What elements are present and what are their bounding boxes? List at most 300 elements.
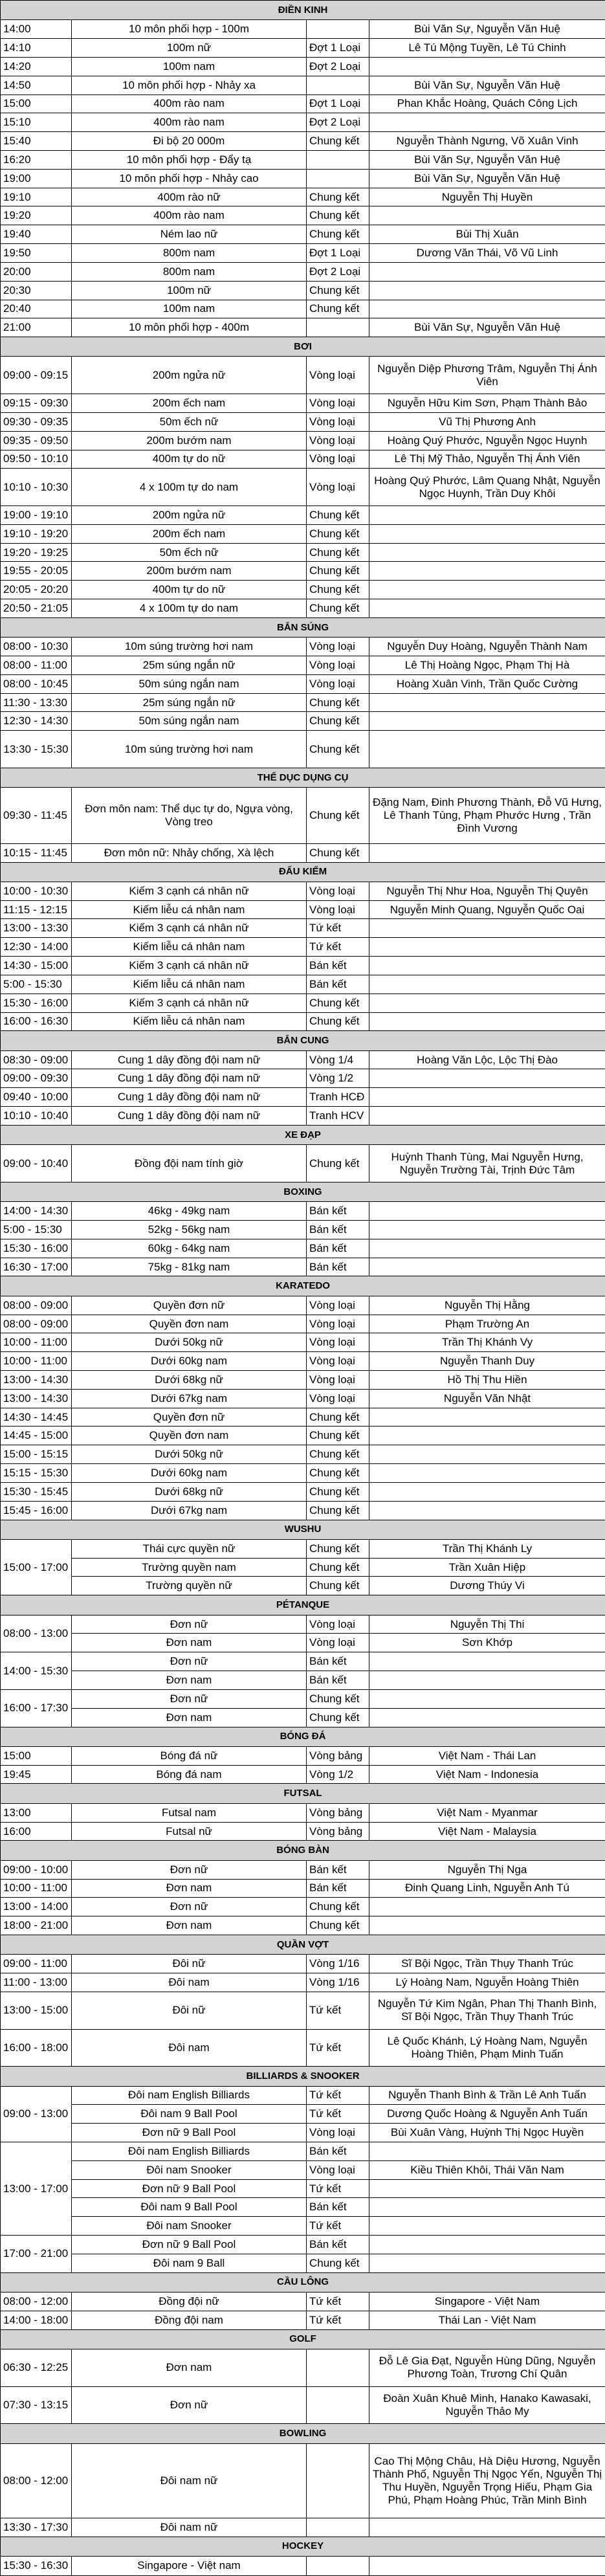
schedule-row <box>1 469 605 506</box>
athletes-cell: Dương Thúy Vi <box>369 1577 605 1595</box>
round-cell: Chung kết <box>307 206 369 225</box>
event-cell: 75kg - 81kg nam <box>72 1258 307 1276</box>
schedule-row <box>1 318 605 337</box>
event-cell: 60kg - 64kg nam <box>72 1239 307 1258</box>
time-cell: 09:00 - 09:30 <box>1 1069 72 1088</box>
schedule-row <box>1 1107 605 1126</box>
schedule-row <box>1 1427 605 1445</box>
round-cell: Chung kết <box>307 599 369 618</box>
event-cell: Kiếm liễu cá nhân nam <box>72 938 307 957</box>
athletes-cell <box>369 1202 605 1221</box>
athletes-cell: Hoàng Quý Phước, Nguyễn Ngọc Huynh <box>369 431 605 450</box>
event-cell: Đơn nữ 9 Ball Pool <box>72 2179 307 2198</box>
time-cell: 5:00 - 15:30 <box>1 1221 72 1239</box>
event-cell: Kiếm liễu cá nhân nam <box>72 1012 307 1031</box>
athletes-cell: Vũ Thị Phương Anh <box>369 412 605 431</box>
time-cell: 5:00 - 15:30 <box>1 975 72 994</box>
schedule-row <box>1 206 605 225</box>
athletes-cell: Nguyễn Thị Nga <box>369 1860 605 1879</box>
schedule-row <box>1 1050 605 1069</box>
time-cell: 08:00 - 12:00 <box>1 2293 72 2311</box>
schedule-row <box>1 900 605 919</box>
event-cell: Đôi nam English Billiards <box>72 2086 307 2105</box>
schedule-row <box>1 2217 605 2236</box>
event-cell: Dưới 50kg nữ <box>72 1333 307 1352</box>
schedule-row <box>1 281 605 300</box>
round-cell: Vòng bảng <box>307 1822 369 1841</box>
schedule-row <box>1 1898 605 1916</box>
athletes-cell <box>369 919 605 938</box>
section-title: BẮN SÚNG <box>1 617 605 637</box>
round-cell: Chung kết <box>307 693 369 712</box>
round-cell: Chung kết <box>307 1012 369 1031</box>
time-cell: 16:30 - 17:00 <box>1 1258 72 1276</box>
schedule-row <box>1 262 605 281</box>
time-cell: 19:10 - 19:20 <box>1 524 72 543</box>
athletes-cell <box>369 2556 605 2575</box>
round-cell: Vòng loại <box>307 882 369 900</box>
round-cell: Chung kết <box>307 225 369 244</box>
athletes-cell: Nguyễn Diệp Phương Trâm, Nguyễn Thị Ánh Viên <box>369 357 605 394</box>
event-cell: 4 x 100m tự do nam <box>72 599 307 618</box>
section-header <box>1 1841 605 1860</box>
schedule-row <box>1 1746 605 1765</box>
athletes-cell: Nguyễn Thành Ngưng, Võ Xuân Vinh <box>369 132 605 151</box>
time-cell: 13:00 - 14:00 <box>1 1898 72 1916</box>
schedule-row <box>1 2236 605 2254</box>
schedule-row <box>1 693 605 712</box>
event-cell: Cung 1 dây đồng đội nam nữ <box>72 1107 307 1126</box>
athletes-cell: Đỗ Lê Gia Đạt, Nguyễn Hùng Dũng, Nguyễn Phương Toàn, Trương Chí Quân <box>369 2349 605 2386</box>
event-cell: Ném lao nữ <box>72 225 307 244</box>
event-cell: Cung 1 dây đồng đội nam nữ <box>72 1050 307 1069</box>
schedule-row <box>1 524 605 543</box>
event-cell: Đơn nam <box>72 1671 307 1690</box>
event-cell: 200m ếch nam <box>72 394 307 413</box>
schedule-body <box>1 1 605 2576</box>
event-cell: 800m nam <box>72 244 307 263</box>
time-cell: 09:00 - 09:15 <box>1 357 72 394</box>
section-header <box>1 2329 605 2349</box>
time-cell: 06:30 - 12:25 <box>1 2349 72 2386</box>
time-cell: 10:15 - 11:45 <box>1 843 72 862</box>
section-title: GOLF <box>1 2329 605 2349</box>
event-cell: Futsal nữ <box>72 1822 307 1841</box>
schedule-row <box>1 562 605 581</box>
round-cell: Chung kết <box>307 1501 369 1520</box>
event-cell: Kiếm liễu cá nhân nam <box>72 975 307 994</box>
athletes-cell <box>369 1652 605 1671</box>
section-header <box>1 1595 605 1615</box>
round-cell: Đợt 1 Loại <box>307 244 369 263</box>
section-title: HOCKEY <box>1 2537 605 2556</box>
round-cell: Bán kết <box>307 2198 369 2217</box>
event-cell: Đôi nam nữ <box>72 2443 307 2518</box>
event-cell: Kiếm liễu cá nhân nam <box>72 900 307 919</box>
round-cell: Đợt 2 Loại <box>307 262 369 281</box>
event-cell: Đơn môn nam: Thể dục tự do, Ngựa vòng, Vòng treo <box>72 788 307 843</box>
round-cell: Vòng loại <box>307 469 369 506</box>
time-cell: 16:00 - 16:30 <box>1 1012 72 1031</box>
athletes-cell <box>369 300 605 318</box>
section-header <box>1 862 605 882</box>
athletes-cell <box>369 1689 605 1708</box>
event-cell: Đôi nam 9 Ball Pool <box>72 2105 307 2124</box>
section-title: BOXING <box>1 1182 605 1201</box>
round-cell: Vòng 1/2 <box>307 1765 369 1784</box>
schedule-row <box>1 1803 605 1822</box>
section-title: XE ĐẠP <box>1 1125 605 1144</box>
schedule-row <box>1 1860 605 1879</box>
time-cell: 15:30 - 16:30 <box>1 2556 72 2575</box>
round-cell: Chung kết <box>307 281 369 300</box>
schedule-row <box>1 1371 605 1390</box>
athletes-cell: Lý Hoàng Nam, Nguyễn Hoàng Thiên <box>369 1973 605 1992</box>
schedule-row <box>1 543 605 562</box>
time-cell: 14:00 - 18:00 <box>1 2311 72 2329</box>
time-cell: 10:10 - 10:30 <box>1 469 72 506</box>
time-cell: 09:35 - 09:50 <box>1 431 72 450</box>
athletes-cell <box>369 281 605 300</box>
time-cell: 09:00 - 11:00 <box>1 1955 72 1973</box>
schedule-row <box>1 2198 605 2217</box>
round-cell: Vòng loại <box>307 1634 369 1652</box>
schedule-row <box>1 1879 605 1898</box>
event-cell: 100m nữ <box>72 39 307 58</box>
time-cell: 10:00 - 10:30 <box>1 882 72 900</box>
athletes-cell <box>369 206 605 225</box>
schedule-row <box>1 1765 605 1784</box>
schedule-row <box>1 712 605 731</box>
time-cell: 16:00 <box>1 1822 72 1841</box>
schedule-row <box>1 2443 605 2518</box>
round-cell: Vòng loại <box>307 900 369 919</box>
time-cell: 10:00 - 11:00 <box>1 1333 72 1352</box>
time-cell: 19:00 <box>1 169 72 188</box>
schedule-row <box>1 1634 605 1652</box>
time-cell: 09:00 - 10:40 <box>1 1145 72 1183</box>
event-cell: 400m tự do nữ <box>72 581 307 599</box>
time-cell: 11:15 - 12:15 <box>1 900 72 919</box>
time-cell: 09:50 - 10:10 <box>1 450 72 469</box>
schedule-row <box>1 882 605 900</box>
athletes-cell <box>369 994 605 1012</box>
event-cell: 50m súng ngắn nam <box>72 674 307 693</box>
event-cell: 10 môn phối hợp - Đẩy tạ <box>72 151 307 170</box>
event-cell: Đơn nữ <box>72 1898 307 1916</box>
athletes-cell <box>369 1916 605 1935</box>
time-cell: 08:00 - 13:00 <box>1 1615 72 1652</box>
athletes-cell <box>369 262 605 281</box>
athletes-cell <box>369 1445 605 1464</box>
schedule-row <box>1 843 605 862</box>
section-header <box>1 1727 605 1746</box>
time-cell: 14:10 <box>1 39 72 58</box>
event-cell: 400m rào nam <box>72 94 307 113</box>
event-cell: Đơn nam <box>72 1708 307 1727</box>
time-cell: 15:15 - 15:30 <box>1 1464 72 1483</box>
event-cell: Đôi nam <box>72 2029 307 2067</box>
athletes-cell <box>369 599 605 618</box>
athletes-cell <box>369 2198 605 2217</box>
schedule-row <box>1 1239 605 1258</box>
time-cell: 08:00 - 11:00 <box>1 656 72 675</box>
athletes-cell <box>369 113 605 132</box>
time-cell: 14:00 <box>1 20 72 39</box>
athletes-cell: Nguyễn Duy Hoàng, Nguyễn Thành Nam <box>369 638 605 656</box>
event-cell: Đôi nữ <box>72 1955 307 1973</box>
round-cell: Chung kết <box>307 712 369 731</box>
schedule-row <box>1 2293 605 2311</box>
time-cell: 17:00 - 21:00 <box>1 2236 72 2273</box>
round-cell: Vòng 1/4 <box>307 1050 369 1069</box>
schedule-row <box>1 20 605 39</box>
schedule-row <box>1 731 605 768</box>
round-cell: Chung kết <box>307 1408 369 1427</box>
section-title: BẮN CUNG <box>1 1031 605 1050</box>
round-cell: Tứ kết <box>307 2217 369 2236</box>
round-cell: Chung kết <box>307 1577 369 1595</box>
schedule-row <box>1 151 605 170</box>
round-cell: Chung kết <box>307 1916 369 1935</box>
section-header <box>1 1520 605 1539</box>
time-cell: 19:10 <box>1 188 72 206</box>
event-cell: Dưới 67kg nam <box>72 1389 307 1408</box>
section-header <box>1 2272 605 2292</box>
athletes-cell: Nguyễn Tứ Kim Ngân, Phan Thị Thanh Bình, Sĩ Bội Ngọc, Trần Thụy Thanh Trúc <box>369 1992 605 2029</box>
athletes-cell: Trần Thị Khánh Vy <box>369 1333 605 1352</box>
event-cell: Trường quyền nam <box>72 1558 307 1577</box>
schedule-row <box>1 581 605 599</box>
round-cell: Chung kết <box>307 1708 369 1727</box>
round-cell <box>307 2518 369 2537</box>
event-cell: 200m ếch nam <box>72 524 307 543</box>
section-header <box>1 2424 605 2443</box>
event-cell: 46kg - 49kg nam <box>72 1202 307 1221</box>
athletes-cell: Đặng Nam, Đinh Phương Thành, Đỗ Vũ Hưng, Lê Thanh Tùng, Phạm Phước Hưng , Trần Đình Vương <box>369 788 605 843</box>
time-cell: 09:30 - 09:35 <box>1 412 72 431</box>
athletes-cell: Bùi Văn Sự, Nguyễn Văn Huệ <box>369 151 605 170</box>
athletes-cell: Phan Khắc Hoàng, Quách Công Lịch <box>369 94 605 113</box>
event-cell: Dưới 68kg nữ <box>72 1371 307 1390</box>
time-cell: 15:00 <box>1 94 72 113</box>
round-cell: Vòng loại <box>307 638 369 656</box>
time-cell: 19:20 - 19:25 <box>1 543 72 562</box>
section-title: QUẦN VỢT <box>1 1935 605 1954</box>
athletes-cell: Thái Lan - Việt Nam <box>369 2311 605 2329</box>
event-cell: Đơn nữ <box>72 1689 307 1708</box>
event-cell: Bóng đá nữ <box>72 1746 307 1765</box>
section-title: ĐẤU KIẾM <box>1 862 605 882</box>
section-title: BILLIARDS & SNOOKER <box>1 2067 605 2086</box>
athletes-cell: Bùi Văn Sự, Nguyễn Văn Huệ <box>369 20 605 39</box>
athletes-cell: Kiều Thiên Khôi, Thái Văn Nam <box>369 2160 605 2179</box>
round-cell: Vòng loại <box>307 431 369 450</box>
event-cell: Kiếm 3 cạnh cá nhân nữ <box>72 957 307 975</box>
round-cell: Bán kết <box>307 1258 369 1276</box>
event-cell: 4 x 100m tự do nam <box>72 469 307 506</box>
schedule-row <box>1 2254 605 2272</box>
round-cell: Đợt 1 Loại <box>307 94 369 113</box>
schedule-row <box>1 1652 605 1671</box>
round-cell: Vòng loại <box>307 1315 369 1333</box>
athletes-cell <box>369 581 605 599</box>
athletes-cell <box>369 2179 605 2198</box>
schedule-row <box>1 2386 605 2424</box>
athletes-cell <box>369 712 605 731</box>
time-cell: 14:30 - 15:00 <box>1 957 72 975</box>
round-cell: Vòng bảng <box>307 1803 369 1822</box>
round-cell: Tứ kết <box>307 1992 369 2029</box>
athletes-cell <box>369 1221 605 1239</box>
athletes-cell: Đinh Quang Linh, Nguyễn Anh Tú <box>369 1879 605 1898</box>
schedule-row <box>1 1501 605 1520</box>
time-cell: 13:00 - 17:00 <box>1 2142 72 2235</box>
time-cell: 07:30 - 13:15 <box>1 2386 72 2424</box>
schedule-row <box>1 2029 605 2067</box>
schedule-row <box>1 1464 605 1483</box>
athletes-cell: Nguyễn Thị Thi <box>369 1615 605 1634</box>
athletes-cell <box>369 506 605 525</box>
event-cell: 10 môn phối hợp - Nhảy xa <box>72 76 307 94</box>
event-cell: Dưới 68kg nữ <box>72 1482 307 1501</box>
event-cell: Trường quyền nữ <box>72 1577 307 1595</box>
event-cell: 400m tự do nữ <box>72 450 307 469</box>
round-cell: Bán kết <box>307 1239 369 1258</box>
event-cell: Kiếm 3 cạnh cá nhân nữ <box>72 994 307 1012</box>
schedule-row <box>1 599 605 618</box>
event-cell: Dưới 50kg nữ <box>72 1445 307 1464</box>
time-cell: 15:30 - 15:45 <box>1 1482 72 1501</box>
event-cell: Đôi nam <box>72 1973 307 1992</box>
time-cell: 14:20 <box>1 57 72 76</box>
event-cell: Đi bộ 20 000m <box>72 132 307 151</box>
athletes-cell <box>369 1012 605 1031</box>
round-cell: Bán kết <box>307 1879 369 1898</box>
event-cell: Cung 1 dây đồng đội nam nữ <box>72 1069 307 1088</box>
round-cell: Vòng 1/16 <box>307 1973 369 1992</box>
round-cell: Bán kết <box>307 2142 369 2160</box>
athletes-cell <box>369 1408 605 1427</box>
round-cell: Chung kết <box>307 562 369 581</box>
time-cell: 19:50 <box>1 244 72 263</box>
section-title: FUTSAL <box>1 1784 605 1803</box>
event-cell: 200m ngửa nữ <box>72 357 307 394</box>
round-cell <box>307 318 369 337</box>
athletes-cell: Phạm Trường An <box>369 1315 605 1333</box>
athletes-cell <box>369 1708 605 1727</box>
time-cell: 20:05 - 20:20 <box>1 581 72 599</box>
round-cell: Đợt 1 Loại <box>307 39 369 58</box>
round-cell: Tứ kết <box>307 2029 369 2067</box>
time-cell: 08:00 - 09:00 <box>1 1315 72 1333</box>
round-cell: Chung kết <box>307 132 369 151</box>
event-cell: 100m nam <box>72 57 307 76</box>
schedule-row <box>1 1088 605 1107</box>
athletes-cell: Huỳnh Thanh Tùng, Mai Nguyễn Hưng, Nguyễn Trường Tài, Trịnh Đức Tâm <box>369 1145 605 1183</box>
schedule-row <box>1 2556 605 2575</box>
event-cell: Quyền đơn nam <box>72 1315 307 1333</box>
event-cell: 200m bướm nam <box>72 562 307 581</box>
time-cell: 10:00 - 11:00 <box>1 1879 72 1898</box>
athletes-cell: Bùi Thị Xuân <box>369 225 605 244</box>
section-title: PÉTANQUE <box>1 1595 605 1615</box>
event-cell: Đơn nữ 9 Ball Pool <box>72 2124 307 2142</box>
event-cell: 52kg - 56kg nam <box>72 1221 307 1239</box>
event-cell: 10 môn phối hợp - 400m <box>72 318 307 337</box>
athletes-cell: Dương Quốc Hoàng & Nguyễn Anh Tuấn <box>369 2105 605 2124</box>
schedule-row <box>1 2142 605 2160</box>
schedule-row <box>1 994 605 1012</box>
time-cell: 14:45 - 15:00 <box>1 1427 72 1445</box>
section-header <box>1 617 605 637</box>
time-cell: 09:00 - 10:00 <box>1 1860 72 1879</box>
round-cell: Tứ kết <box>307 2293 369 2311</box>
round-cell: Vòng loại <box>307 656 369 675</box>
round-cell: Tứ kết <box>307 2311 369 2329</box>
athletes-cell <box>369 2518 605 2537</box>
time-cell: 13:30 - 17:30 <box>1 2518 72 2537</box>
event-cell: Đồng đội nam <box>72 2311 307 2329</box>
schedule-row <box>1 300 605 318</box>
event-cell: Quyền đơn nữ <box>72 1408 307 1427</box>
event-cell: 100m nữ <box>72 281 307 300</box>
athletes-cell: Nguyễn Thanh Bình & Trần Lê Anh Tuấn <box>369 2086 605 2105</box>
athletes-cell <box>369 1107 605 1126</box>
time-cell: 13:00 - 14:30 <box>1 1389 72 1408</box>
athletes-cell: Việt Nam - Myanmar <box>369 1803 605 1822</box>
event-cell: Đôi nam nữ <box>72 2518 307 2537</box>
round-cell: Chung kết <box>307 994 369 1012</box>
time-cell: 20:40 <box>1 300 72 318</box>
schedule-row <box>1 1333 605 1352</box>
athletes-cell: Nguyễn Thanh Duy <box>369 1352 605 1371</box>
time-cell: 08:00 - 12:00 <box>1 2443 72 2518</box>
schedule-row <box>1 1069 605 1088</box>
time-cell: 12:30 - 14:00 <box>1 938 72 957</box>
athletes-cell: Đoàn Xuân Khuê Minh, Hanako Kawasaki, Nguyễn Thảo My <box>369 2386 605 2424</box>
round-cell: Chung kết <box>307 506 369 525</box>
round-cell: Tứ kết <box>307 2179 369 2198</box>
round-cell: Bán kết <box>307 975 369 994</box>
section-header <box>1 1125 605 1144</box>
event-cell: Đôi nam Snooker <box>72 2217 307 2236</box>
event-cell: Dưới 60kg nam <box>72 1352 307 1371</box>
athletes-cell: Bùi Văn Sự, Nguyễn Văn Huệ <box>369 318 605 337</box>
schedule-row <box>1 412 605 431</box>
event-cell: Đơn nam <box>72 1916 307 1935</box>
round-cell: Vòng loại <box>307 1371 369 1390</box>
event-cell: Đơn môn nữ: Nhảy chống, Xà lệch <box>72 843 307 862</box>
schedule-row <box>1 1539 605 1558</box>
schedule-row <box>1 957 605 975</box>
event-cell: Đôi nam English Billiards <box>72 2142 307 2160</box>
schedule-row <box>1 2179 605 2198</box>
athletes-cell: Việt Nam - Malaysia <box>369 1822 605 1841</box>
section-header <box>1 1031 605 1050</box>
round-cell: Vòng loại <box>307 450 369 469</box>
round-cell: Chung kết <box>307 1427 369 1445</box>
round-cell: Chung kết <box>307 1482 369 1501</box>
athletes-cell <box>369 1427 605 1445</box>
schedule-row <box>1 506 605 525</box>
section-header <box>1 768 605 787</box>
round-cell <box>307 2349 369 2386</box>
round-cell: Chung kết <box>307 188 369 206</box>
schedule-row <box>1 1352 605 1371</box>
athletes-cell: Bùi Văn Sự, Nguyễn Văn Huệ <box>369 169 605 188</box>
time-cell: 09:40 - 10:00 <box>1 1088 72 1107</box>
